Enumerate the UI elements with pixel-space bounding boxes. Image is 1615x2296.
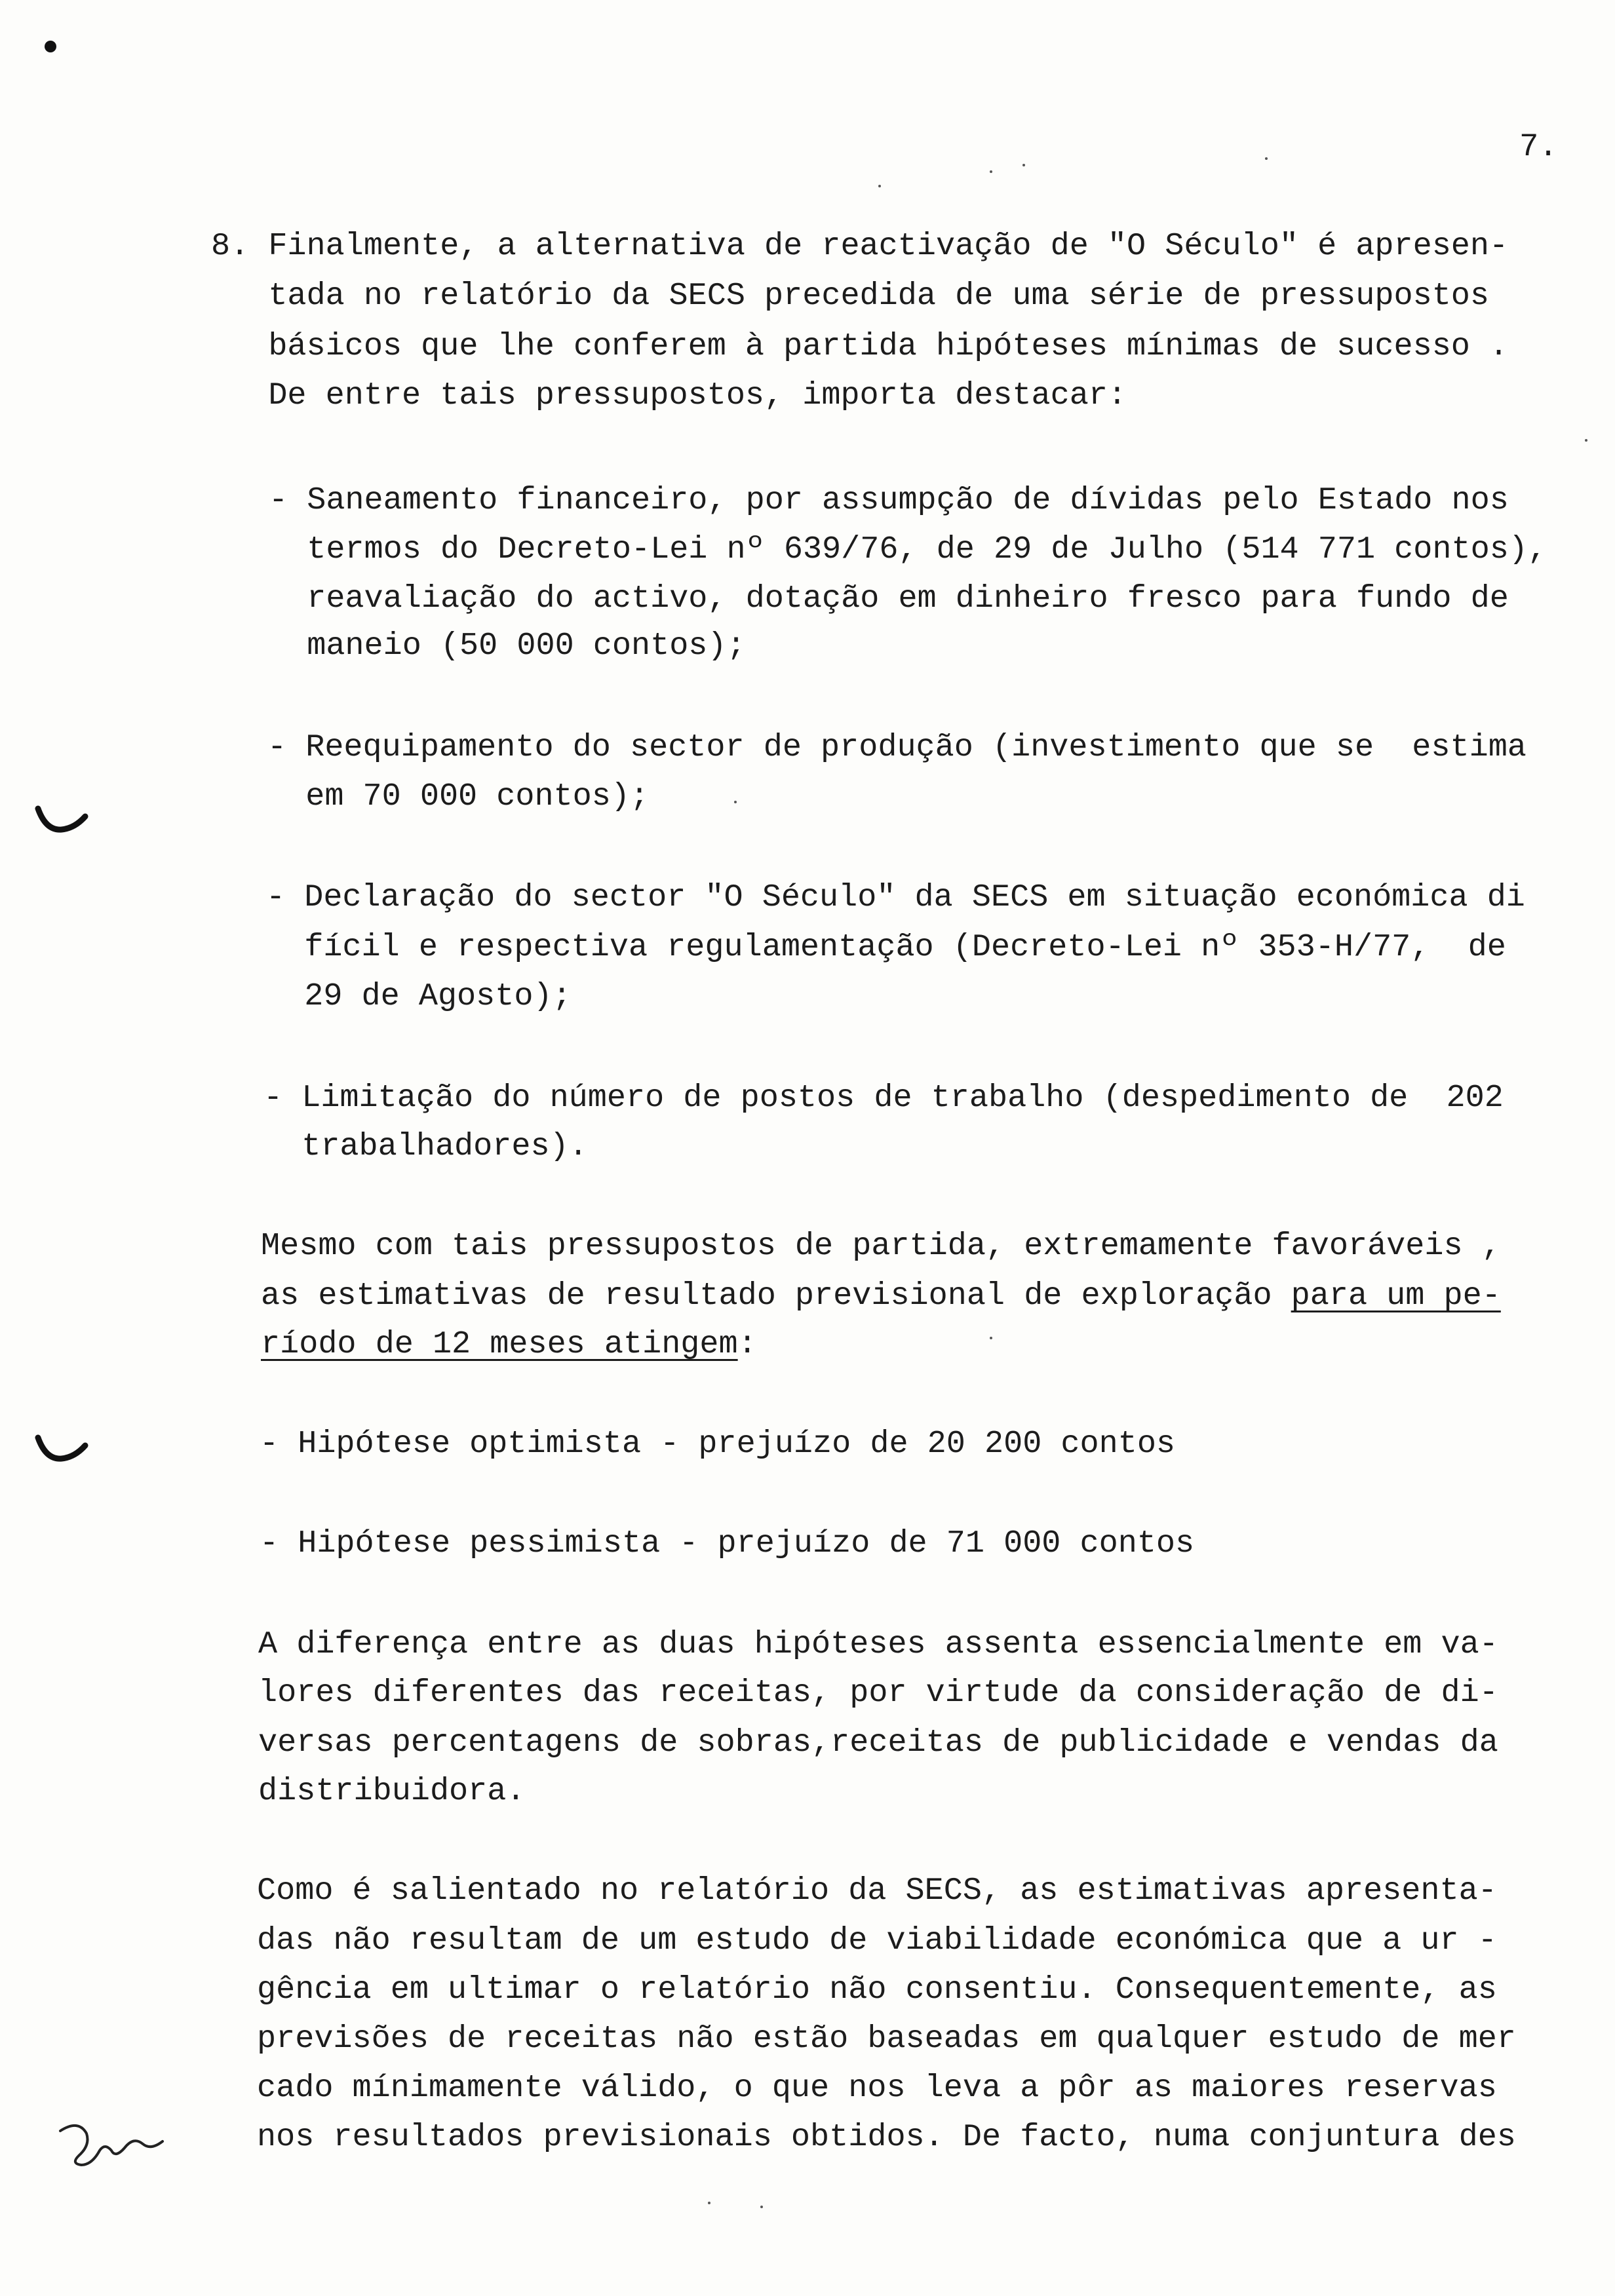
scan-speck bbox=[734, 801, 737, 803]
scan-speck bbox=[1585, 439, 1587, 442]
text-line: 8. Finalmente, a alternativa de reactivação de "O Século" é apresen- bbox=[211, 228, 1509, 264]
text-line: - Saneamento financeiro, por assumpção de dívidas pelo Estado nos bbox=[269, 482, 1509, 518]
underlined-text: para um pe- bbox=[1291, 1278, 1501, 1314]
text-line: cado mínimamente válido, o que nos leva a pôr as maiores reservas bbox=[257, 2070, 1497, 2106]
text-line: - Limitação do número de postos de trabalho (despedimento de 202 bbox=[263, 1080, 1504, 1116]
scan-speck bbox=[990, 1337, 992, 1339]
margin-check-mark bbox=[33, 799, 92, 845]
scan-speck bbox=[1265, 157, 1268, 160]
text-line bbox=[261, 1326, 757, 1362]
text-line: nos resultados previsionais obtidos. De facto, numa conjuntura des bbox=[257, 2119, 1516, 2155]
text-line: Mesmo com tais pressupostos de partida, extremamente favoráveis , bbox=[261, 1228, 1501, 1264]
text-line: gência em ultimar o relatório não consentiu. Consequentemente, as bbox=[257, 1972, 1497, 2008]
handwritten-initials bbox=[52, 2116, 184, 2182]
text-line: reavaliação do activo, dotação em dinheiro fresco para fundo de bbox=[269, 581, 1509, 617]
text-line: distribuidora. bbox=[258, 1773, 526, 1809]
underlined-text: ríodo de 12 meses atingem bbox=[261, 1326, 738, 1362]
text-line: em 70 000 contos); bbox=[267, 778, 650, 814]
text-line: tada no relatório da SECS precedida de uma série de pressupostos bbox=[211, 278, 1490, 314]
text-span: : bbox=[737, 1326, 757, 1362]
text-line: 29 de Agosto); bbox=[266, 978, 572, 1014]
page-number: 7. bbox=[1519, 128, 1558, 165]
text-line: termos do Decreto-Lei nº 639/76, de 29 de Julho (514 771 contos), bbox=[269, 531, 1547, 567]
text-line: das não resultam de um estudo de viabilidade económica que a ur - bbox=[257, 1923, 1497, 1959]
text-line: Como é salientado no relatório da SECS, as estimativas apresenta- bbox=[257, 1873, 1497, 1909]
margin-check-mark bbox=[33, 1428, 92, 1474]
text-line: - Reequipamento do sector de produção (investimento que se estima bbox=[267, 729, 1527, 765]
text-line: previsões de receitas não estão baseadas em qualquer estudo de mer bbox=[257, 2021, 1516, 2057]
text-line: trabalhadores). bbox=[263, 1128, 588, 1164]
scan-speck bbox=[878, 185, 881, 187]
scan-speck bbox=[760, 2206, 763, 2208]
scan-speck bbox=[708, 2202, 710, 2204]
text-line: básicos que lhe conferem à partida hipóteses mínimas de sucesso . bbox=[211, 328, 1509, 364]
text-line: lores diferentes das receitas, por virtude da consideração de di- bbox=[258, 1675, 1498, 1711]
text-line: maneio (50 000 contos); bbox=[269, 628, 746, 664]
text-span: as estimativas de resultado previsional de exploração bbox=[261, 1278, 1291, 1314]
text-line: A diferença entre as duas hipóteses assenta essencialmente em va- bbox=[258, 1626, 1498, 1662]
scan-speck bbox=[990, 170, 992, 173]
text-line bbox=[261, 1280, 1501, 1312]
scan-speck bbox=[1022, 164, 1025, 166]
hole-punch-dot bbox=[45, 41, 56, 52]
text-line: fícil e respectiva regulamentação (Decreto-Lei nº 353-H/77, de bbox=[266, 929, 1506, 965]
hypothesis-optimistic: - Hipótese optimista - prejuízo de 20 200 contos bbox=[260, 1426, 1176, 1462]
text-line: - Declaração do sector "O Século" da SECS em situação económica di bbox=[266, 879, 1525, 915]
text-line: De entre tais pressupostos, importa destacar: bbox=[211, 377, 1127, 413]
text-line: versas percentagens de sobras,receitas de publicidade e vendas da bbox=[258, 1725, 1498, 1761]
hypothesis-pessimistic: - Hipótese pessimista - prejuízo de 71 000 contos bbox=[260, 1525, 1195, 1561]
